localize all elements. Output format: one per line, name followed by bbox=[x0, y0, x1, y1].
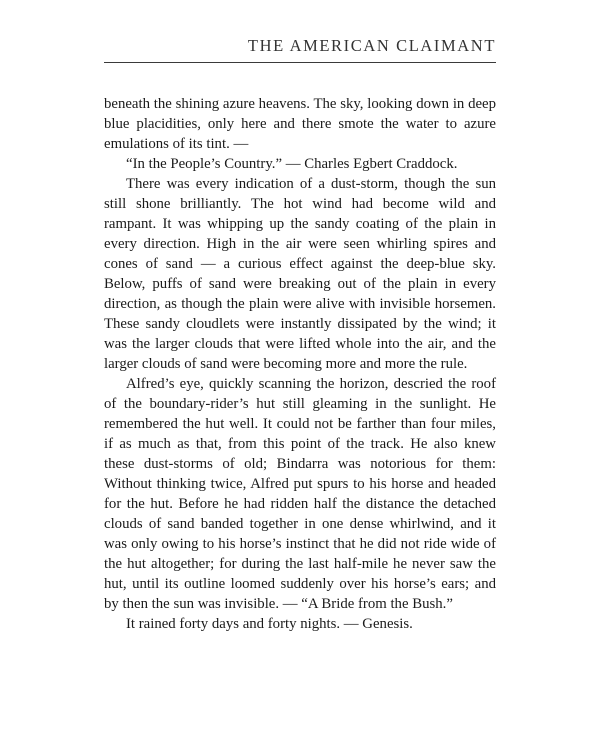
running-head: THE AMERICAN CLAIMANT bbox=[247, 36, 496, 55]
paragraph-4: Alfred’s eye, quickly scanning the horizon, descried the roof of the boundary-rider’s hut still gleaming in the sunlight. He remembered the hut well. It could not be farther than four miles, if as much as that, from this point of the track. He also knew these dust-storms of old; Bindarra was notorious for them: Without thinking twice, Alfred put spurs to his horse and headed for the hut. Before he had ridden half the distance the detached clouds of sand banded together in one dense whirlwind, and it was only owing to his horse’s instinct that he did not ride wide of the hut altogether; for during the last half-mile he never saw the hut, until its outline loomed suddenly over his horse’s ears; and by then the sun was invisible. — “A Bride from the Bush.” bbox=[104, 376, 496, 612]
paragraph-2: “In the People’s Country.” — Charles Egbert Craddock. bbox=[126, 156, 458, 172]
paragraph-5: It rained forty days and forty nights. — Genesis. bbox=[126, 616, 413, 632]
paragraph-1: beneath the shining azure heavens. The sky, looking down in deep blue placidities, only here and there smote the water to azure emulations of its tint. — bbox=[104, 96, 496, 152]
header-rule bbox=[104, 62, 496, 63]
body-text bbox=[104, 94, 496, 634]
paragraph-3: There was every indication of a dust-storm, though the sun still shone brilliantly. The hot wind had become wild and rampant. It was whipping up the sandy coating of the plain in every direction. High in the air were seen whirling spires and cones of sand — a curious effect against the deep-blue sky. Below, puffs of sand were breaking out of the plain in every direction, as though the plain were alive with invisible horsemen. These sandy cloudlets were instantly dissipated by the wind; it was the larger clouds that were lifted whole into the air, and the larger clouds of sand were becoming more and more the rule. bbox=[104, 176, 496, 372]
